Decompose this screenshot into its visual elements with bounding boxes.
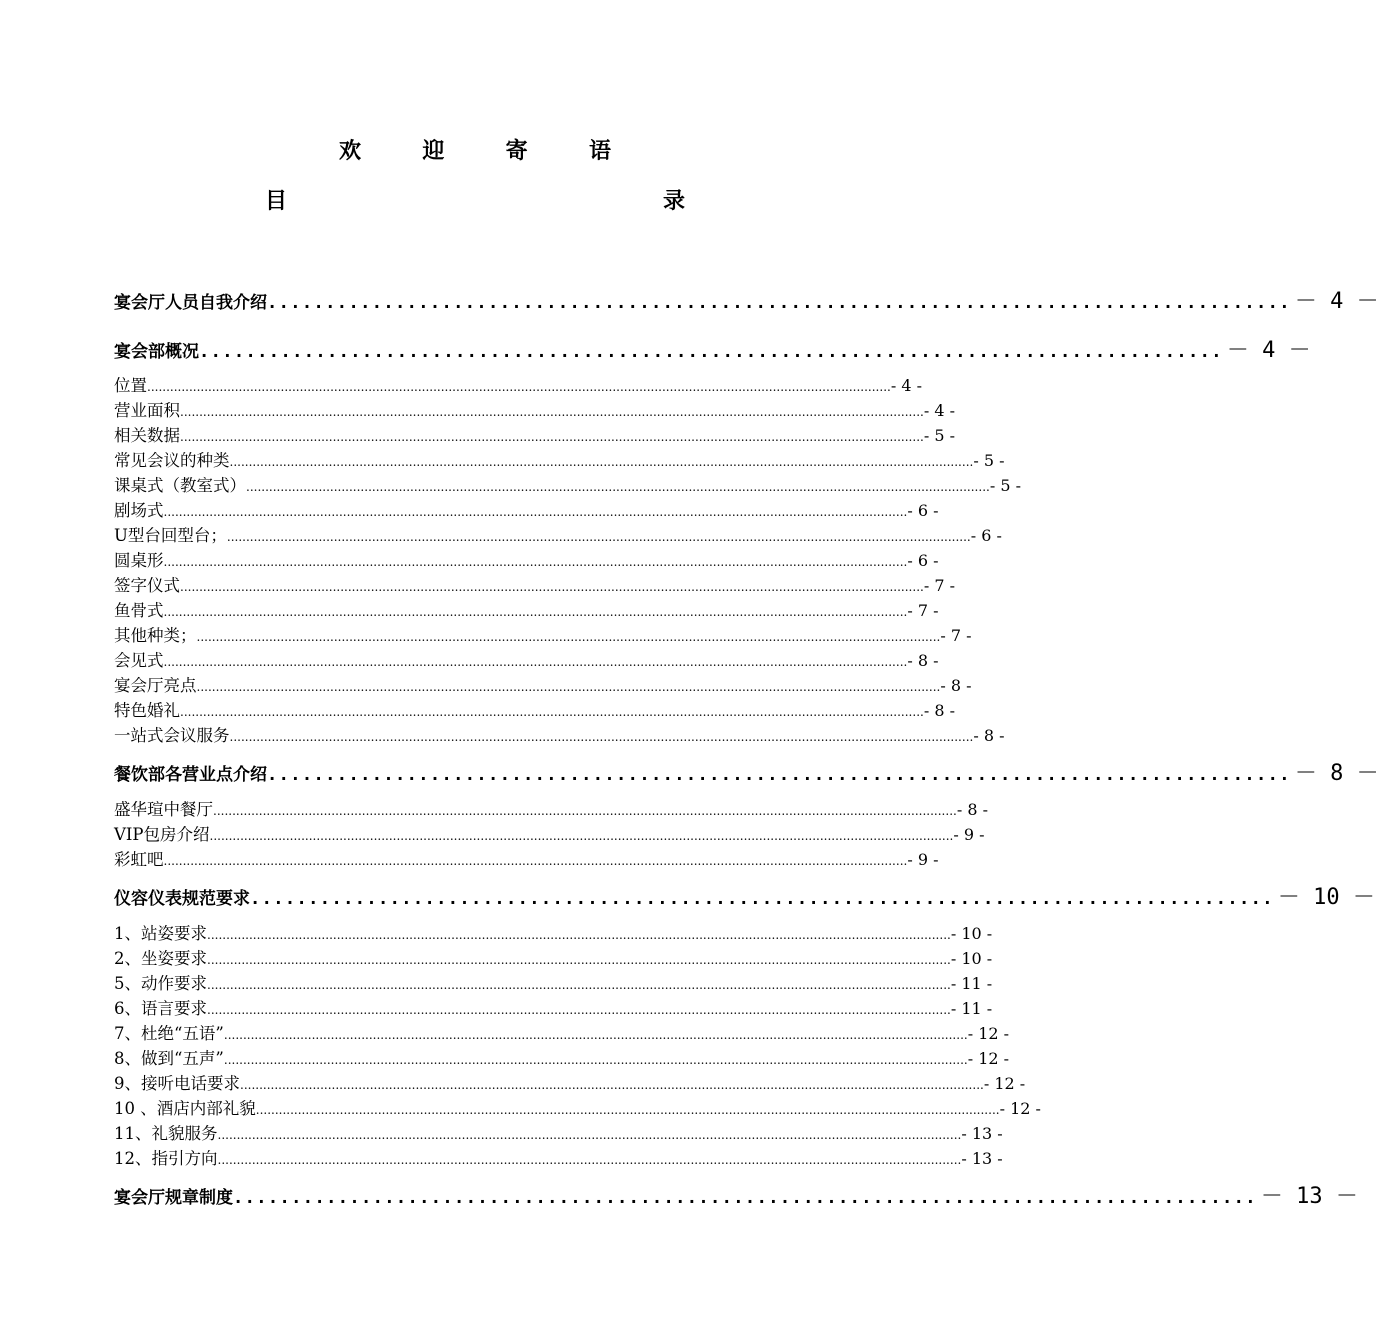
toc-entry-label: 剧场式	[114, 501, 164, 520]
toc-entry-minor[interactable]	[114, 1047, 1010, 1071]
toc-page-number: - 8 -	[923, 701, 955, 720]
toc-entry-label: U型台回型台；	[114, 526, 227, 545]
toc-leader-dots: ........................................................................................	[233, 1188, 1257, 1208]
toc-entry-major[interactable]	[114, 289, 1379, 315]
toc-entry-label: 7、杜绝“五语”	[114, 1024, 224, 1043]
toc-entry-minor[interactable]	[114, 724, 1005, 748]
toc-page-number: - 12 -	[967, 1024, 1010, 1043]
toc-page-number: - 4 -	[890, 376, 922, 395]
toc-entry-label: 相关数据	[114, 426, 180, 445]
toc-entry-minor[interactable]	[114, 374, 922, 398]
toc-entry-minor[interactable]	[114, 474, 1021, 498]
toc-leader-dots: ...................................................................................................................................................................................................	[147, 380, 891, 394]
welcome-char: 寄	[505, 138, 528, 164]
toc-entry-label: 9、接听电话要求	[114, 1074, 240, 1093]
toc-entry-minor[interactable]	[114, 424, 955, 448]
toc-page-number: - 5 -	[973, 451, 1005, 470]
toc-leader-dots: ...................................................................................................................................................................................................	[213, 804, 957, 818]
toc-entry-label: VIP包房介绍	[114, 825, 210, 844]
toc-leader-dots: ...................................................................................................................................................................................................	[196, 630, 941, 644]
toc-entry-label: 特色婚礼	[114, 701, 180, 720]
toc-page-number: － 13 －	[1260, 1184, 1358, 1209]
toc-entry-minor[interactable]	[114, 1122, 1003, 1146]
toc-leader-dots: ...................................................................................................................................................................................................	[226, 530, 971, 544]
toc-entry-major[interactable]	[114, 1184, 1358, 1210]
toc-entry-label: 其他种类；	[114, 626, 197, 645]
toc-page-number: - 7 -	[940, 626, 972, 645]
toc-page-number: - 12 -	[983, 1074, 1026, 1093]
toc-leader-dots: ...................................................................................................................................................................................................	[217, 1128, 962, 1142]
toc-leader-dots: ........................................................................................	[199, 342, 1223, 362]
toc-entry-label: 1、站姿要求	[114, 924, 207, 943]
toc-entry-label: 8、做到“五声”	[114, 1049, 224, 1068]
toc-page-number: - 6 -	[907, 501, 939, 520]
toc-entry-minor[interactable]	[114, 1097, 1041, 1121]
toc-entry-label: 课桌式（教室式）	[114, 476, 246, 495]
toc-title-char: 录	[662, 188, 685, 214]
toc-entry-label: 11、礼貌服务	[114, 1124, 218, 1143]
toc-leader-dots: ...................................................................................................................................................................................................	[163, 854, 908, 868]
toc-leader-dots: ........................................................................................	[250, 889, 1274, 909]
toc-leader-dots: ...................................................................................................................................................................................................	[207, 928, 951, 942]
toc-entry-label: 10 、酒店内部礼貌	[114, 1099, 256, 1118]
toc-entry-label: 餐饮部各营业点介绍	[114, 765, 267, 785]
toc-entry-minor[interactable]	[114, 624, 972, 648]
toc-entry-minor[interactable]	[114, 574, 955, 598]
toc-entry-minor[interactable]	[114, 922, 993, 946]
toc-page-number: - 12 -	[999, 1099, 1041, 1118]
toc-leader-dots: ...................................................................................................................................................................................................	[246, 480, 990, 494]
toc-page-number: - 5 -	[989, 476, 1021, 495]
toc-page-number: - 9 -	[953, 825, 985, 844]
toc-entry-minor[interactable]	[114, 848, 939, 872]
toc-leader-dots: ...................................................................................................................................................................................................	[223, 1028, 968, 1042]
toc-page-number: - 13 -	[961, 1149, 1003, 1168]
toc-page-number: - 8 -	[956, 800, 988, 819]
toc-leader-dots: ...................................................................................................................................................................................................	[223, 1053, 968, 1067]
toc-page-number: - 7 -	[907, 601, 939, 620]
toc-page-number: - 8 -	[940, 676, 972, 695]
toc-leader-dots: ...................................................................................................................................................................................................	[207, 978, 951, 992]
toc-page-number: － 4 －	[1226, 338, 1311, 363]
welcome-char: 语	[588, 138, 611, 164]
toc-entry-minor[interactable]	[114, 1022, 1010, 1046]
toc-entry-label: 宴会厅亮点	[114, 676, 197, 695]
toc-entry-minor[interactable]	[114, 997, 993, 1021]
toc-page-number: - 5 -	[923, 426, 955, 445]
toc-entry-major[interactable]	[114, 761, 1379, 787]
toc-entry-minor[interactable]	[114, 823, 985, 847]
toc-entry-label: 宴会部概况	[114, 342, 199, 362]
toc-entry-label: 仪容仪表规范要求	[114, 889, 250, 909]
toc-leader-dots: ...................................................................................................................................................................................................	[207, 953, 951, 967]
welcome-char: 欢	[338, 138, 361, 164]
toc-entry-minor[interactable]	[114, 599, 939, 623]
toc-leader-dots: ........................................................................................	[267, 765, 1291, 785]
toc-entry-label: 一站式会议服务	[114, 726, 230, 745]
toc-leader-dots: ...................................................................................................................................................................................................	[163, 605, 908, 619]
toc-page-number: － 4 －	[1294, 289, 1379, 314]
toc-leader-dots: ...................................................................................................................................................................................................	[240, 1078, 984, 1092]
toc-entry-label: 会见式	[114, 651, 164, 670]
toc-title-char: 目	[265, 188, 288, 214]
toc-entry-label: 6、语言要求	[114, 999, 207, 1018]
toc-entry-minor[interactable]	[114, 1147, 1003, 1171]
toc-leader-dots: ...................................................................................................................................................................................................	[229, 455, 974, 469]
toc-entry-minor[interactable]	[114, 399, 955, 423]
toc-entry-label: 盛华瑄中餐厅	[114, 800, 213, 819]
toc-leader-dots: ...................................................................................................................................................................................................	[217, 1153, 962, 1167]
toc-entry-minor[interactable]	[114, 499, 939, 523]
toc-entry-minor[interactable]	[114, 449, 1005, 473]
toc-leader-dots: ...................................................................................................................................................................................................	[255, 1103, 1000, 1117]
toc-entry-label: 圆桌形	[114, 551, 164, 570]
toc-page-number: - 11 -	[950, 999, 993, 1018]
toc-entry-major[interactable]	[114, 338, 1311, 364]
toc-entry-label: 位置	[114, 376, 147, 395]
toc-entry-minor[interactable]	[114, 699, 955, 723]
toc-entry-minor[interactable]	[114, 674, 972, 698]
toc-entry-minor[interactable]	[114, 549, 939, 573]
toc-leader-dots: ...................................................................................................................................................................................................	[180, 405, 924, 419]
toc-entry-minor[interactable]	[114, 649, 939, 673]
toc-entry-label: 签字仪式	[114, 576, 180, 595]
toc-page-number: - 10 -	[950, 924, 993, 943]
toc-entry-label: 鱼骨式	[114, 601, 164, 620]
toc-entry-minor[interactable]	[114, 524, 1002, 548]
toc-entry-minor[interactable]	[114, 947, 993, 971]
toc-page-number: - 12 -	[967, 1049, 1010, 1068]
toc-entry-label: 5、动作要求	[114, 974, 207, 993]
toc-entry-minor[interactable]	[114, 972, 993, 996]
toc-entry-label: 营业面积	[114, 401, 180, 420]
toc-page-number: - 11 -	[950, 974, 993, 993]
toc-page-number: - 8 -	[907, 651, 939, 670]
toc-leader-dots: ...................................................................................................................................................................................................	[229, 730, 974, 744]
toc-leader-dots: ...................................................................................................................................................................................................	[180, 430, 924, 444]
toc-page-number: - 9 -	[907, 850, 939, 869]
toc-leader-dots: ...................................................................................................................................................................................................	[196, 680, 941, 694]
toc-entry-major[interactable]	[114, 885, 1375, 911]
toc-leader-dots: ...................................................................................................................................................................................................	[207, 1003, 951, 1017]
welcome-heading	[335, 134, 615, 165]
toc-page-number: - 10 -	[950, 949, 993, 968]
toc-title	[265, 184, 685, 215]
toc-page-number: - 4 -	[923, 401, 955, 420]
toc-entry-minor[interactable]	[114, 798, 988, 822]
toc-leader-dots: ...................................................................................................................................................................................................	[209, 829, 954, 843]
toc-entry-label: 12、指引方向	[114, 1149, 218, 1168]
toc-page-number: - 6 -	[970, 526, 1002, 545]
toc-page-number: － 10 －	[1277, 885, 1375, 910]
toc-page-number: - 6 -	[907, 551, 939, 570]
toc-leader-dots: ...................................................................................................................................................................................................	[180, 580, 924, 594]
toc-leader-dots: ...................................................................................................................................................................................................	[163, 555, 908, 569]
welcome-char: 迎	[422, 138, 445, 164]
toc-entry-label: 宴会厅规章制度	[114, 1188, 233, 1208]
toc-entry-label: 常见会议的种类	[114, 451, 230, 470]
toc-page-number: - 8 -	[973, 726, 1005, 745]
toc-leader-dots: ...................................................................................................................................................................................................	[163, 505, 908, 519]
toc-entry-label: 2、坐姿要求	[114, 949, 207, 968]
toc-leader-dots: ...................................................................................................................................................................................................	[180, 705, 924, 719]
toc-entry-label: 宴会厅人员自我介绍	[114, 293, 267, 313]
toc-page-number: － 8 －	[1294, 761, 1379, 786]
toc-page-number: - 13 -	[961, 1124, 1003, 1143]
toc-entry-label: 彩虹吧	[114, 850, 164, 869]
toc-leader-dots: ........................................................................................	[267, 293, 1291, 313]
toc-leader-dots: ...................................................................................................................................................................................................	[163, 655, 908, 669]
toc-page-number: - 7 -	[923, 576, 955, 595]
toc-entry-minor[interactable]	[114, 1072, 1026, 1096]
